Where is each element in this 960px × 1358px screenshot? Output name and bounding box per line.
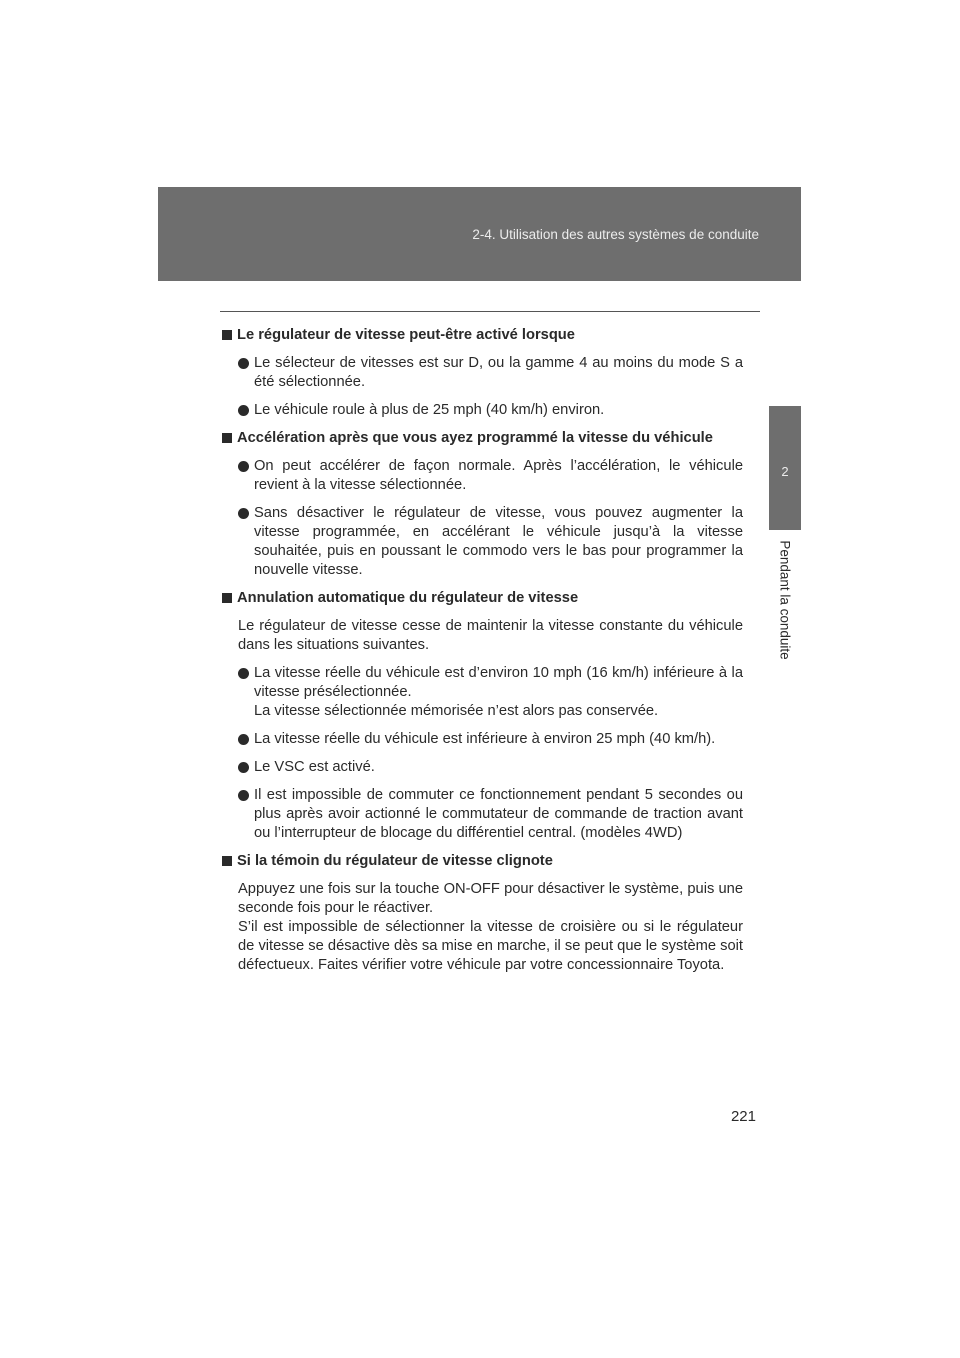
page-number: 221 xyxy=(730,1108,756,1125)
header-band xyxy=(158,187,801,281)
section-heading: Annulation automatique du régulateur de vitesse xyxy=(222,589,743,608)
round-bullet-icon xyxy=(238,508,249,519)
section-heading: Le régulateur de vitesse peut-être activé lorsque xyxy=(222,326,743,345)
section-title: 2-4. Utilisation des autres systèmes de conduite xyxy=(472,227,759,242)
section-heading: Accélération après que vous ayez programmé la vitesse du véhicule xyxy=(222,429,743,448)
list-item: La vitesse réelle du véhicule est inférieure à environ 25 mph (40 km/h). xyxy=(222,730,743,749)
page-content xyxy=(222,326,743,975)
list-item: Sans désactiver le régulateur de vitesse, vous pouvez augmenter la vitesse programmée, en accélérant le véhicule jusqu’à la vitesse souhaitée, puis en poussant le commodo vers le bas pour programmer la nouvelle vitesse. xyxy=(222,504,743,580)
round-bullet-icon xyxy=(238,358,249,369)
square-bullet-icon xyxy=(222,433,232,443)
round-bullet-icon xyxy=(238,734,249,745)
list-item: Le VSC est activé. xyxy=(222,758,743,777)
list-item-note: La vitesse sélectionnée mémorisée n’est alors pas conservée. xyxy=(254,703,659,719)
round-bullet-icon xyxy=(238,762,249,773)
list-item: Le sélecteur de vitesses est sur D, ou la gamme 4 au moins du mode S a été sélectionnée. xyxy=(222,354,743,392)
square-bullet-icon xyxy=(222,856,232,866)
list-item: Il est impossible de commuter ce fonctionnement pendant 5 secondes ou plus après avoir actionné le commutateur de commande de traction avant ou l’interrupteur de blocage du différentiel central. (modèles 4WD) xyxy=(222,786,743,843)
square-bullet-icon xyxy=(222,330,232,340)
square-bullet-icon xyxy=(222,593,232,603)
list-item: Le véhicule roule à plus de 25 mph (40 km/h) environ. xyxy=(222,401,743,420)
chapter-tab xyxy=(769,406,801,530)
list-item: On peut accélérer de façon normale. Après l’accélération, le véhicule revient à la vitesse sélectionnée. xyxy=(222,457,743,495)
header-rule xyxy=(220,311,760,312)
section-paragraph: Appuyez une fois sur la touche ON-OFF pour désactiver le système, puis une seconde fois pour le réactiver. S’il est impossible de sélectionner la vitesse de croisière ou si le régulateur de vitesse se désactive dès sa mise en marche, il se peut que le système soit défectueux. Faites vérifier votre véhicule par votre concessionnaire Toyota. xyxy=(238,881,743,973)
round-bullet-icon xyxy=(238,790,249,801)
chapter-label: Pendant la conduite xyxy=(777,540,793,660)
section-heading: Si la témoin du régulateur de vitesse clignote xyxy=(222,852,743,871)
round-bullet-icon xyxy=(238,405,249,416)
chapter-number: 2 xyxy=(781,464,789,479)
round-bullet-icon xyxy=(238,668,249,679)
round-bullet-icon xyxy=(238,461,249,472)
section-intro: Le régulateur de vitesse cesse de maintenir la vitesse constante du véhicule dans les situations suivantes. xyxy=(238,618,743,653)
list-item: La vitesse réelle du véhicule est d’environ 10 mph (16 km/h) inférieure à la vitesse présélectionnée. La vitesse sélectionnée mémorisée n’est alors pas conservée. xyxy=(222,664,743,721)
